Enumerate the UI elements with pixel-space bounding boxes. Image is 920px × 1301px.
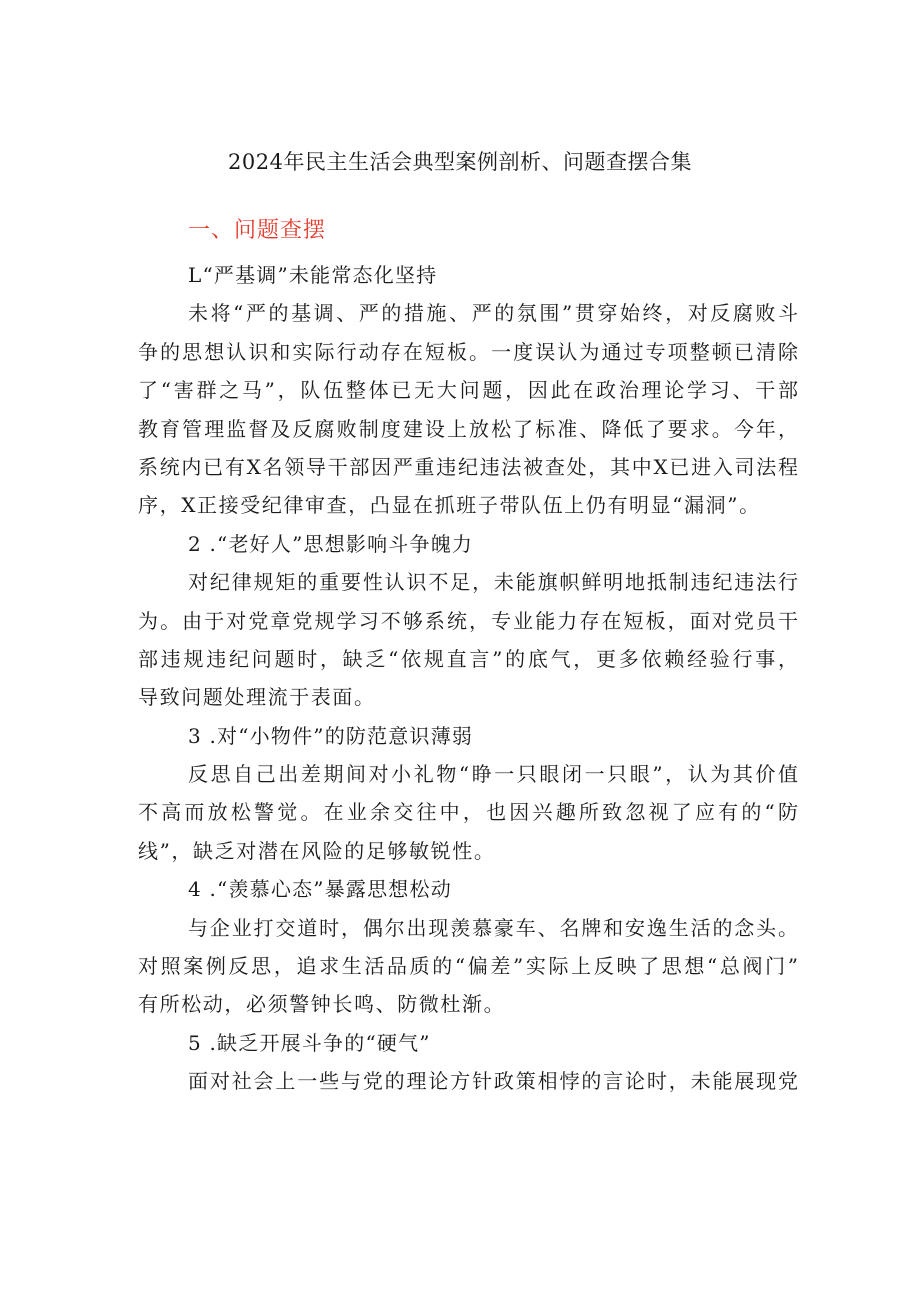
paragraph-line: 争的思想认识和实际行动存在短板。一度误认为通过专项整顿已清除	[138, 339, 798, 364]
item-heading: 2 .“老好人”思想影响斗争魄力	[188, 531, 474, 556]
paragraph-line: 面对社会上一些与党的理论方针政策相悖的言论时，未能展现党	[188, 1069, 798, 1094]
paragraph-line: 序，X正接受纪律审查，凸显在抓班子带队伍上仍有明显“漏洞”。	[138, 493, 761, 518]
item-heading: 3 .对“小物件”的防范意识薄弱	[188, 723, 474, 748]
paragraph-line: 为。由于对党章党规学习不够系统，专业能力存在短板，面对党员干	[138, 608, 798, 633]
paragraph-line: 反思自己出差期间对小礼物“睁一只眼闭一只眼”，认为其价值	[188, 762, 798, 787]
paragraph-line: 系统内已有X名领导干部因严重违纪违法被查处，其中X已进入司法程	[138, 454, 798, 479]
paragraph-line: 教育管理监督及反腐败制度建设上放松了标准、降低了要求。今年，	[138, 416, 798, 441]
paragraph-line: 不高而放松警觉。在业余交往中，也因兴趣所致忽视了应有的“防	[138, 800, 798, 825]
item-heading: 4 .“羡慕心态”暴露思想松动	[188, 877, 452, 902]
paragraph-line: 了“害群之马”，队伍整体已无大问题，因此在政治理论学习、干部	[138, 378, 798, 403]
item-heading: L“严基调”未能常态化坚持	[188, 263, 438, 287]
paragraph-line: 导致问题处理流于表面。	[138, 685, 376, 710]
paragraph-line: 对纪律规矩的重要性认识不足，未能旗帜鲜明地抵制违纪违法行	[188, 570, 798, 595]
document-body	[138, 256, 798, 1101]
paragraph-line: 有所松动，必须警钟长鸣、防微杜渐。	[138, 992, 506, 1017]
paragraph-line: 对照案例反思，追求生活品质的“偏差”实际上反映了思想“总阀门”	[138, 954, 798, 979]
item-heading: 5 .缺乏开展斗争的“硬气”	[188, 1030, 431, 1055]
paragraph-line: 未将“严的基调、严的措施、严的氛围”贯穿始终，对反腐败斗	[188, 301, 798, 326]
paragraph-line: 部违规违纪问题时，缺乏“依规直言”的底气，更多依赖经验行事，	[138, 646, 798, 671]
paragraph-line: 线”，缺乏对潜在风险的足够敏锐性。	[138, 838, 496, 863]
section-heading: 一、问题查摆	[188, 218, 327, 243]
document-title: 2024年民主生活会典型案例剖析、问题查摆合集	[228, 150, 692, 174]
paragraph-line: 与企业打交道时，偶尔出现羡慕豪车、名牌和安逸生活的念头。	[188, 915, 798, 940]
